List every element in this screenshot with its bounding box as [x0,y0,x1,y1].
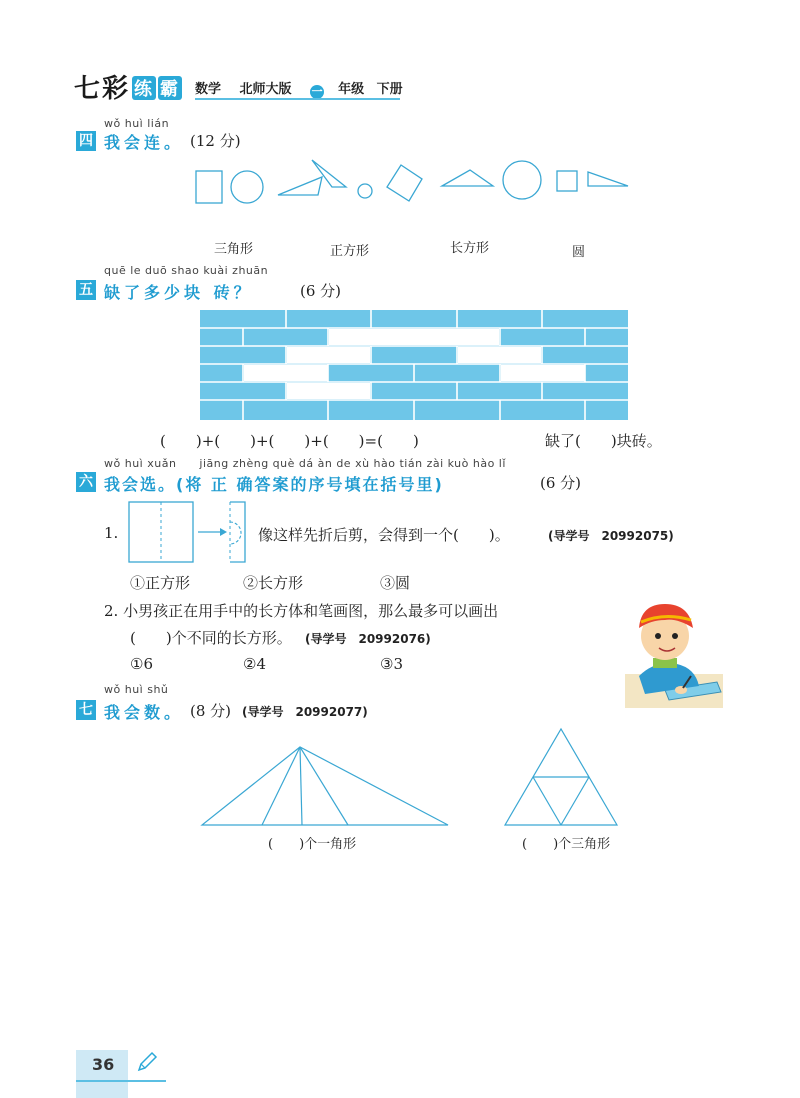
volume: 下册 [376,82,403,97]
svg-text:练: 练 [134,79,152,100]
subject: 数学 [195,82,222,97]
svg-text:霸: 霸 [160,79,178,100]
svg-text:七: 七 [74,74,101,104]
caption-left[interactable]: ( )个一角形 [268,837,357,852]
brick-equation[interactable]: ( )+( )+( )+( )=( ) [160,432,419,450]
section4-score: (12 分) [190,132,241,150]
svg-text:彩: 彩 [102,74,129,104]
section7-score: (8 分) [190,702,232,720]
section6-pinyin: wǒ huì xuǎn jiāng zhèng què dá àn de xù hào tián zài kuò hào lǐ [104,457,506,470]
triangle-shape-1[interactable] [278,177,322,195]
shapes-row [190,155,640,215]
section4-badge: 四 [76,131,96,151]
q1-option-3[interactable]: ③圆 [380,574,411,592]
section6-title: 我会选。(将 正 确答案的序号填在括号里) [104,475,444,494]
brand-logo [72,70,184,104]
grade: 年级 [338,82,365,97]
q1-text[interactable]: 像这样先折后剪，会得到一个( )。 [258,526,510,544]
missing-brick-3 [458,347,541,363]
page-number: 36 [92,1055,115,1074]
section6-badge: 六 [76,472,96,492]
q1-option-2[interactable]: ②长方形 [243,574,304,592]
missing-brick-5 [501,365,585,381]
q2-option-3[interactable]: ③3 [380,655,403,673]
section6-score: (6 分) [540,474,582,492]
rectangle-shape[interactable] [196,171,222,203]
section4-title: 我会连。 [104,133,185,152]
nested-triangle-figure [503,727,619,827]
grade-mark: 一 [311,85,323,98]
pencil-icon [135,1050,159,1074]
edition: 北师大版 [239,82,292,97]
section4-pinyin: wǒ huì lián [104,117,170,130]
header-meta [195,78,417,99]
triangle-shape-3[interactable] [442,170,493,186]
q2-line2[interactable]: ( )个不同的长方形。 [130,629,292,647]
q1-daoxue: (导学号 20992075) [548,529,674,543]
missing-brick-1 [329,329,499,345]
q1-option-1[interactable]: ①正方形 [130,574,191,592]
triangle-shape-2[interactable] [312,160,346,187]
brick-wall [200,310,628,420]
fold-cut-diagram [128,500,258,566]
q2-option-2[interactable]: ②4 [243,655,266,673]
boy-drawing-illustration [625,598,723,708]
brick-answer[interactable]: 缺了( )块砖。 [545,432,662,450]
missing-brick-4 [244,365,328,381]
footer-divider [76,1080,166,1082]
rotated-square-shape[interactable] [387,165,422,201]
section7-badge: 七 [76,700,96,720]
section7-pinyin: wǒ huì shǔ [104,683,169,696]
label-square[interactable]: 正方形 [330,244,370,259]
section5-score: (6 分) [300,282,342,300]
section7-title: 我会数。 [104,703,185,722]
q2-option-1[interactable]: ①6 [130,655,153,673]
missing-brick-2 [287,347,370,363]
section5-badge: 五 [76,280,96,300]
section7-daoxue: (导学号 20992077) [242,705,368,719]
square-shape[interactable] [557,171,577,191]
section5-pinyin: quē le duō shao kuài zhuān [104,264,269,277]
header-divider [195,98,400,100]
q1-number: 1. [104,524,119,542]
section5-title: 缺了多少块 砖？ [104,283,254,302]
q2-line1: 2. 小男孩正在用手中的长方体和笔画图，那么最多可以画出 [104,602,499,620]
triangle-shape-4[interactable] [588,172,628,186]
small-circle-shape[interactable] [358,184,372,198]
fan-triangle-figure [200,745,450,827]
arrow-right-icon [220,528,227,536]
medium-circle-shape[interactable] [503,161,541,199]
caption-right[interactable]: ( )个三角形 [522,837,611,852]
label-rectangle[interactable]: 长方形 [450,241,490,256]
label-circle[interactable]: 圆 [572,245,586,260]
q2-daoxue: (导学号 20992076) [305,632,431,646]
label-triangle[interactable]: 三角形 [214,242,254,257]
large-circle-shape[interactable] [231,171,263,203]
missing-brick-6 [287,383,370,399]
